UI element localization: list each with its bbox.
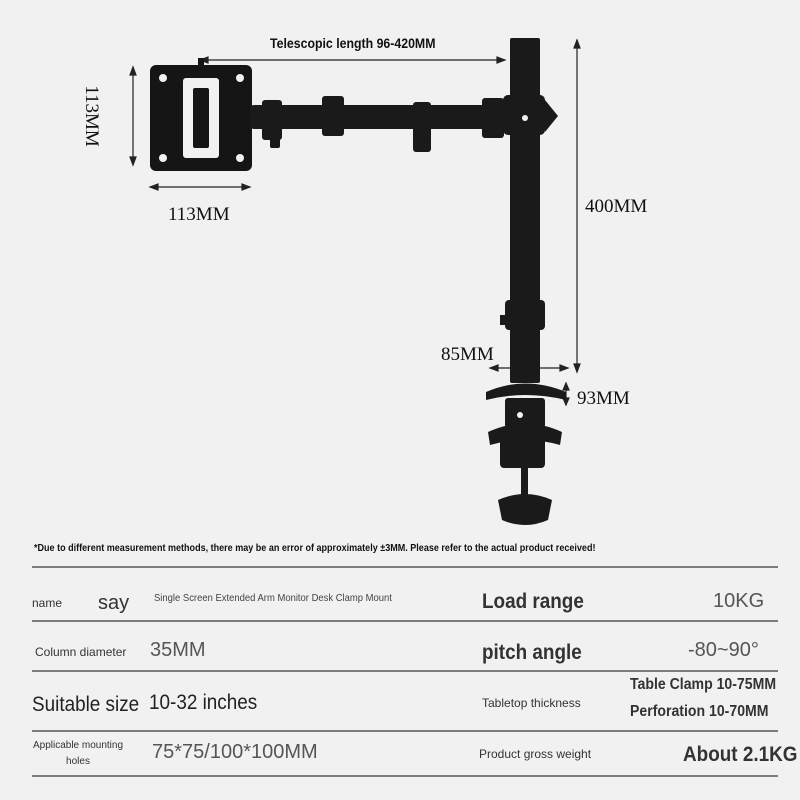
base-width-label: 85MM — [441, 344, 494, 365]
table-row — [32, 620, 778, 672]
pole-height-label: 400MM — [585, 196, 648, 217]
table-row — [32, 566, 778, 622]
spec-value-clamp: Table Clamp 10-75MM — [630, 676, 777, 693]
table-row — [32, 670, 778, 732]
table-row — [32, 730, 798, 777]
spec-label-column: Column diameter — [35, 645, 127, 659]
vesa-width-label: 113MM — [168, 204, 230, 225]
vesa-height-label: 113MM — [80, 85, 102, 147]
spec-value-column: 35MM — [150, 639, 206, 661]
spec-label-holes-line2: holes — [66, 756, 90, 767]
spec-value-perforation: Perforation 10-70MM — [630, 703, 769, 720]
spec-value-load: 10KG — [713, 590, 765, 612]
spec-label-pitch: pitch angle — [482, 641, 582, 664]
spec-label-thickness: Tabletop thickness — [482, 696, 581, 710]
table-bottom-border — [32, 775, 778, 777]
spec-value-pitch: -80~90° — [688, 639, 759, 661]
spec-label-weight: Product gross weight — [479, 747, 592, 761]
spec-value-name: Single Screen Extended Arm Monitor Desk Clamp Mount — [154, 592, 392, 604]
spec-label-size: Suitable size — [32, 693, 140, 716]
spec-value-size: 10-32 inches — [149, 691, 258, 714]
spec-label-say: say — [98, 592, 130, 614]
spec-value-weight: About 2.1KG — [683, 743, 798, 766]
base-height-label: 93MM — [577, 388, 630, 409]
spec-label-load: Load range — [482, 590, 584, 613]
spec-value-holes: 75*75/100*100MM — [152, 741, 318, 763]
spec-label-holes-line1: Applicable mounting — [32, 740, 124, 751]
spec-label-name: name — [32, 596, 63, 610]
spec-label-holes — [32, 738, 124, 770]
measurement-note: *Due to different measurement methods, there may be an error of approximately ±3MM. Please refer to the actual product received! — [34, 542, 596, 554]
telescopic-length-label: Telescopic length 96-420MM — [270, 35, 436, 51]
